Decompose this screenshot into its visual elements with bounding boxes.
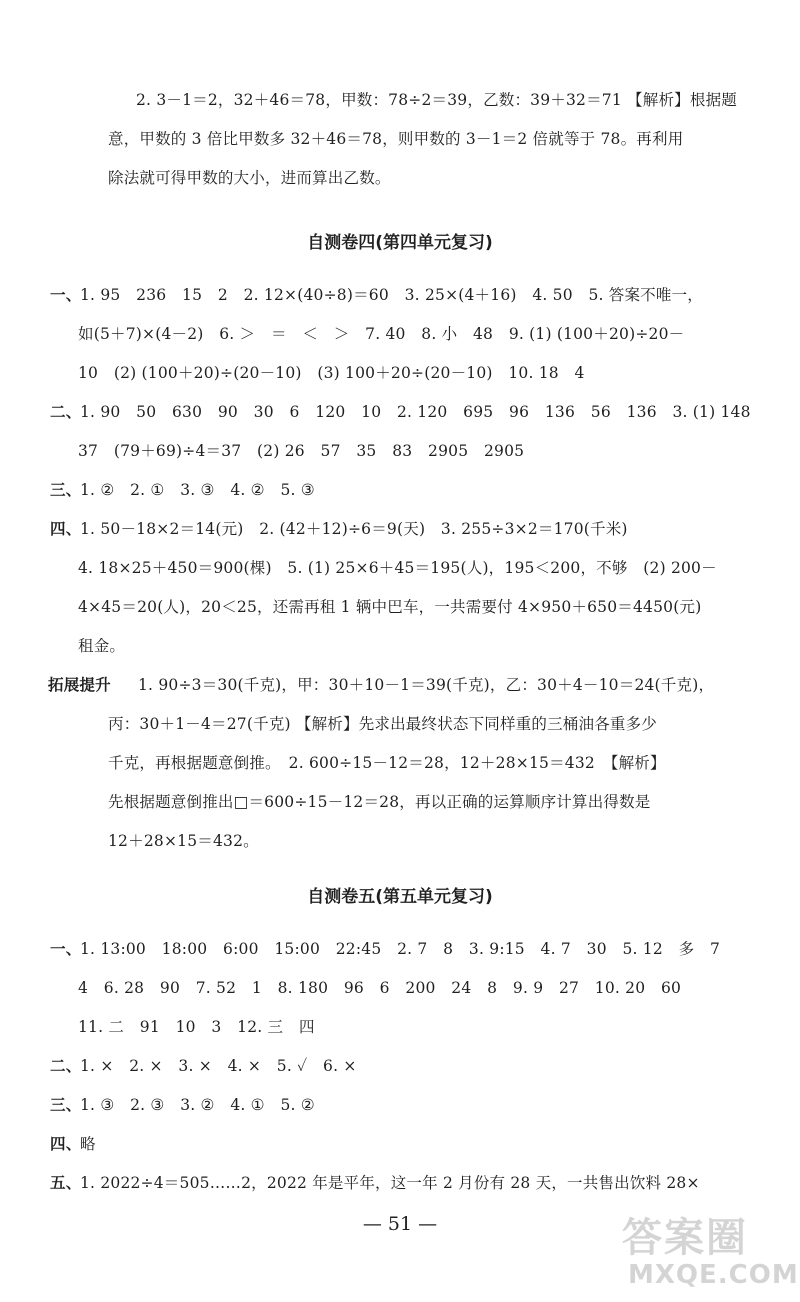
watermark-text: 答案圈 bbox=[622, 1215, 748, 1261]
section4-title: 自测卷四(第四单元复习) bbox=[307, 233, 493, 253]
s5-q5-line-1: 1. 2022÷4＝505……2，2022 年是平年，这一年 2 月份有 28 天，一共售出饮料 28× bbox=[80, 1174, 700, 1192]
s4-q2-label: 二、 bbox=[50, 403, 82, 421]
s4-q3-line-1: 1. ② 2. ① 3. ③ 4. ② 5. ③ bbox=[80, 481, 315, 499]
s4-q4-line-3: 4×45＝20(人)，20＜25，还需再租 1 辆中巴车，一共需要付 4×950＋650＝4450(元) bbox=[78, 598, 702, 616]
s4-ext-line-1: 1. 90÷3＝30(千克)，甲：30＋10－1＝39(千克)，乙：30＋4－10＝24(千克)， bbox=[138, 676, 715, 694]
s5-q1-line-1: 1. 13:00 18:00 6:00 15:00 22:45 2. 7 8 3. 9:15 4. 7 30 5. 12 多 7 bbox=[80, 940, 721, 958]
s5-q5-label: 五、 bbox=[50, 1174, 82, 1192]
s4-q4-line-4: 租金。 bbox=[78, 637, 126, 655]
s5-q4-label: 四、 bbox=[50, 1135, 82, 1153]
s4-q4-label: 四、 bbox=[50, 520, 82, 538]
intro-line-2: 意，甲数的 3 倍比甲数多 32＋46＝78，则甲数的 3－1＝2 倍就等于 78。再利用 bbox=[108, 130, 684, 148]
s5-q2-line-1: 1. × 2. × 3. × 4. × 5. ✓ 6. × bbox=[80, 1057, 357, 1075]
s4-ext-line-5: 12＋28×15＝432。 bbox=[108, 832, 259, 850]
s4-q1-line-1: 1. 95 236 15 2 2. 12×(40÷8)＝60 3. 25×(4＋16) 4. 50 5. 答案不唯一， bbox=[80, 286, 703, 304]
s5-q2-label: 二、 bbox=[50, 1057, 82, 1075]
s4-q1-label: 一、 bbox=[50, 286, 82, 304]
page-number: — 51 — bbox=[362, 1213, 438, 1235]
s4-ext-line-3: 千克，再根据题意倒推。 2. 600÷15－12＝28，12＋28×15＝432 【解析】 bbox=[108, 754, 666, 772]
watermark-url: MXQE.COM bbox=[628, 1260, 799, 1290]
s4-ext-line-2: 丙：30＋1－4＝27(千克) 【解析】先求出最终状态下同样重的三桶油各重多少 bbox=[108, 715, 657, 733]
s5-q3-label: 三、 bbox=[50, 1096, 82, 1114]
s4-q1-line-3: 10 (2) (100＋20)÷(20－10) (3) 100＋20÷(20－10) 10. 18 4 bbox=[78, 364, 585, 382]
s4-q2-line-1: 1. 90 50 630 90 30 6 120 10 2. 120 695 96 136 56 136 3. (1) 148 bbox=[80, 403, 751, 421]
s5-q3-line-1: 1. ③ 2. ③ 3. ② 4. ① 5. ② bbox=[80, 1096, 315, 1114]
s5-q1-line-2: 4 6. 28 90 7. 52 1 8. 180 96 6 200 24 8 9. 9 27 10. 20 60 bbox=[78, 979, 682, 997]
s5-q1-line-3: 11. 二 91 10 3 12. 三 四 bbox=[78, 1018, 315, 1036]
s4-q1-line-2: 如(5＋7)×(4－2) 6. ＞ ＝ ＜ ＞ 7. 40 8. 小 48 9. (1) (100＋20)÷20－ bbox=[78, 325, 685, 343]
s4-ext-label: 拓展提升 bbox=[48, 676, 111, 694]
s4-ext-line-4: 先根据题意倒推出□＝600÷15－12＝28，再以正确的运算顺序计算出得数是 bbox=[108, 793, 651, 811]
s4-q4-line-1: 1. 50－18×2＝14(元) 2. (42＋12)÷6＝9(天) 3. 255÷3×2＝170(千米) bbox=[80, 520, 628, 538]
intro-line-3: 除法就可得甲数的大小，进而算出乙数。 bbox=[108, 169, 391, 187]
s5-q4-line-1: 略 bbox=[80, 1135, 96, 1153]
watermark-logo bbox=[622, 1206, 800, 1302]
s5-q1-label: 一、 bbox=[50, 940, 82, 958]
section5-title: 自测卷五(第五单元复习) bbox=[307, 887, 493, 907]
s4-q2-line-2: 37 (79＋69)÷4＝37 (2) 26 57 35 83 2905 2905 bbox=[78, 442, 525, 460]
intro-line-1: 2. 3－1＝2，32＋46＝78，甲数：78÷2＝39，乙数：39＋32＝71 【解析】根据题 bbox=[136, 91, 737, 109]
s4-q4-line-2: 4. 18×25＋450＝900(棵) 5. (1) 25×6＋45＝195(人)，195＜200，不够 (2) 200－ bbox=[78, 559, 717, 577]
s4-q3-label: 三、 bbox=[50, 481, 82, 499]
